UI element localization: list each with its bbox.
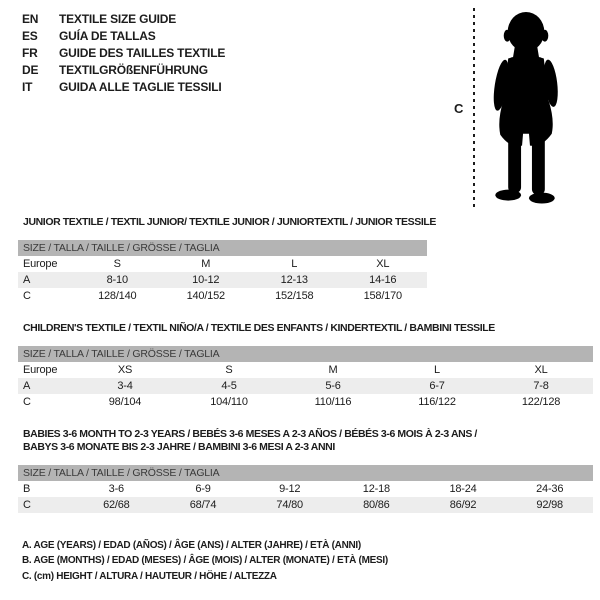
table-row xyxy=(18,378,593,394)
baby-right-foot xyxy=(529,193,555,204)
size-header-bar: SIZE / TALLA / TAILLE / GRÖSSE / TAGLIA xyxy=(18,465,593,481)
table-title: JUNIOR TEXTILE / TEXTIL JUNIOR/ TEXTILE JUNIOR / JUNIORTEXTIL / JUNIOR TESSILE xyxy=(23,216,436,228)
size-cell: 152/158 xyxy=(275,290,314,302)
table-row xyxy=(18,288,427,304)
size-cell: 140/152 xyxy=(186,290,225,302)
size-cell: 14-16 xyxy=(369,274,397,286)
size-cell: 68/74 xyxy=(189,499,217,511)
size-header-bar: SIZE / TALLA / TAILLE / GRÖSSE / TAGLIA xyxy=(18,346,593,362)
height-label: C xyxy=(454,101,464,116)
size-cell: 158/170 xyxy=(363,290,402,302)
size-cell: 116/122 xyxy=(418,396,456,408)
language-header xyxy=(22,11,225,96)
size-cell: 10-12 xyxy=(192,274,220,286)
table-title: BABIES 3-6 MONTH TO 2-3 YEARS / BEBÉS 3-6 MESES A 2-3 AÑOS / BÉBÉS 3-6 MOIS À 2-3 ANS / xyxy=(23,428,477,440)
baby-torso xyxy=(503,56,549,110)
size-cell: 9-12 xyxy=(279,483,301,495)
table-row xyxy=(18,394,593,410)
language-code: FR xyxy=(22,46,38,60)
size-cell: 4-5 xyxy=(221,380,237,392)
size-tables xyxy=(18,216,593,513)
size-cell: 86/92 xyxy=(449,499,477,511)
size-cell: 3-4 xyxy=(117,380,133,392)
language-row xyxy=(22,79,225,96)
size-cell: L xyxy=(434,364,440,376)
size-cell: 3-6 xyxy=(108,483,124,495)
height-dashed-line xyxy=(473,8,475,207)
size-cell: 92/98 xyxy=(536,499,563,511)
language-title: GUIDE DES TAILLES TEXTILE xyxy=(59,46,226,60)
size-cell: 110/116 xyxy=(314,396,352,408)
size-cell: XS xyxy=(117,364,133,376)
table-row xyxy=(18,497,593,513)
table-row xyxy=(18,256,427,272)
size-cell: 80/86 xyxy=(363,499,390,511)
language-code: DE xyxy=(22,63,39,77)
size-cell: 7-8 xyxy=(533,380,549,392)
language-title: TEXTILGRÖßENFÜHRUNG xyxy=(59,63,208,77)
size-cell: 98/104 xyxy=(108,396,142,408)
row-label: A xyxy=(23,274,31,286)
row-label: Europe xyxy=(23,364,58,376)
row-label: C xyxy=(23,499,31,511)
size-cell: 128/140 xyxy=(98,290,137,302)
row-label: C xyxy=(23,396,31,408)
size-cell: 122/128 xyxy=(521,396,561,408)
size-table xyxy=(18,216,436,304)
baby-left-leg xyxy=(508,132,521,193)
size-cell: M xyxy=(328,364,338,376)
footnote: A. AGE (YEARS) / EDAD (AÑOS) / ÂGE (ANS) / ALTER (JAHRE) / ETÀ (ANNI) xyxy=(22,540,361,551)
language-code: ES xyxy=(22,29,38,43)
size-cell: 6-9 xyxy=(195,483,211,495)
size-cell: 104/110 xyxy=(210,396,248,408)
size-cell: 74/80 xyxy=(276,499,303,511)
table-title: BABYS 3-6 MONATE BIS 2-3 JAHRE / BAMBINI 3-6 MESI A 2-3 ANNI xyxy=(23,441,335,453)
baby-silhouette-icon xyxy=(482,9,572,207)
language-row xyxy=(22,28,225,45)
size-cell: S xyxy=(225,364,233,376)
size-cell: 12-13 xyxy=(280,274,308,286)
size-table xyxy=(18,322,593,410)
baby-left-ear xyxy=(504,30,511,42)
table-row xyxy=(18,272,427,288)
table-row xyxy=(18,481,593,497)
size-cell: XL xyxy=(376,258,390,270)
size-cell: 5-6 xyxy=(325,380,341,392)
footnotes xyxy=(22,538,388,584)
baby-left-foot xyxy=(495,190,521,201)
baby-right-ear xyxy=(541,30,548,42)
size-cell: 18-24 xyxy=(449,483,477,495)
size-header-bar: SIZE / TALLA / TAILLE / GRÖSSE / TAGLIA xyxy=(18,240,427,256)
size-cell: 8-10 xyxy=(106,274,128,286)
table-title: CHILDREN'S TEXTILE / TEXTIL NIÑO/A / TEXTILE DES ENFANTS / KINDERTEXTIL / BAMBINI TESSILE xyxy=(23,322,495,334)
language-row xyxy=(22,62,225,79)
language-code: EN xyxy=(22,12,39,26)
language-code: IT xyxy=(22,80,33,94)
row-label: Europe xyxy=(23,258,58,270)
language-title: TEXTILE SIZE GUIDE xyxy=(59,12,177,26)
footnote: B. AGE (MONTHS) / EDAD (MESES) / ÂGE (MOIS) / ALTER (MONATE) / ETÀ (MESI) xyxy=(22,555,388,567)
language-title: GUIDA ALLE TAGLIE TESSILI xyxy=(59,80,222,94)
size-cell: 6-7 xyxy=(429,380,445,392)
language-title: GUÍA DE TALLAS xyxy=(59,29,156,43)
language-row xyxy=(22,11,225,28)
baby-right-leg xyxy=(532,134,545,195)
size-cell: 12-18 xyxy=(362,483,390,495)
table-row xyxy=(18,362,593,378)
row-label: B xyxy=(23,483,31,495)
row-label: C xyxy=(23,290,31,302)
size-table xyxy=(18,428,593,513)
row-label: A xyxy=(23,380,31,392)
language-row xyxy=(22,45,225,62)
size-cell: 62/68 xyxy=(103,499,130,511)
size-cell: XL xyxy=(534,364,548,376)
size-cell: 24-36 xyxy=(536,483,564,495)
size-cell: M xyxy=(201,258,211,270)
footnote: C. (cm) HEIGHT / ALTURA / HAUTEUR / HÖHE / ALTEZZA xyxy=(22,570,277,582)
size-cell: S xyxy=(113,258,121,270)
baby-head xyxy=(508,12,545,52)
size-cell: L xyxy=(291,258,298,270)
